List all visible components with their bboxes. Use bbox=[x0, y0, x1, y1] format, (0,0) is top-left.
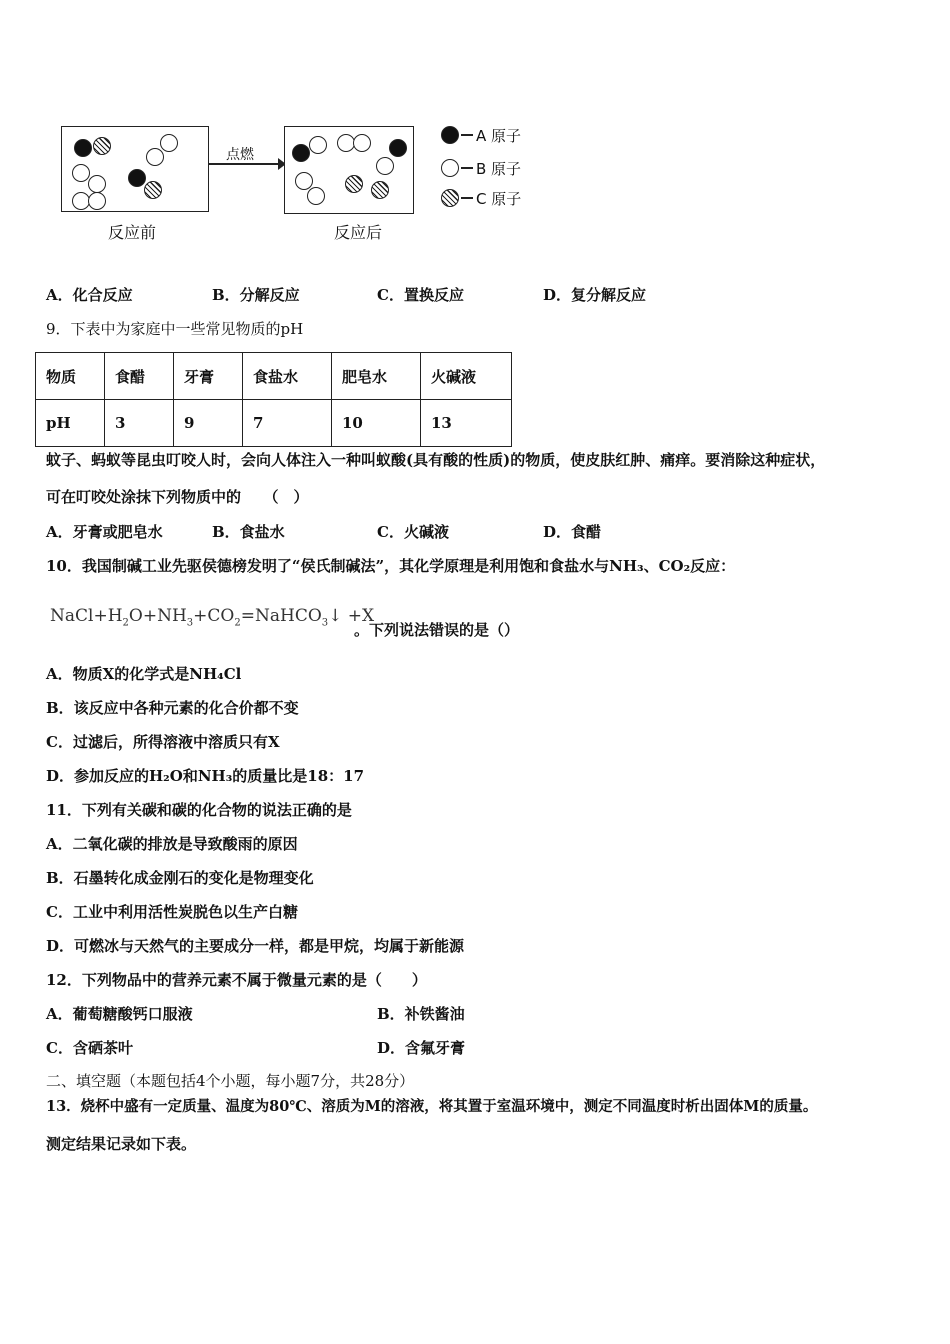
legend-atom-c-icon bbox=[441, 189, 459, 207]
q10-option-c: C．过滤后，所得溶液中溶质只有X bbox=[46, 733, 280, 751]
legend-label-a: A 原子 bbox=[476, 127, 522, 145]
q8-option-c: C．置换反应 bbox=[377, 286, 464, 304]
q11-option-b: B．石墨转化成金刚石的变化是物理变化 bbox=[46, 869, 314, 887]
q9-text-line1: 蚊子、蚂蚁等昆虫叮咬人时，会向人体注入一种叫蚁酸(具有酸的性质)的物质，使皮肤红肿、痛痒。要消除这种症状， bbox=[46, 451, 826, 469]
before-caption: 反应前 bbox=[108, 223, 157, 242]
table-row bbox=[36, 353, 512, 400]
q8-option-d: D．复分解反应 bbox=[543, 286, 647, 304]
q12-option-d: D．含氟牙膏 bbox=[377, 1039, 466, 1057]
q12-option-c: C．含硒茶叶 bbox=[46, 1039, 133, 1057]
q12-option-a: A．葡萄糖酸钙口服液 bbox=[46, 1005, 193, 1023]
atom-a bbox=[389, 139, 407, 157]
legend-label-b: B 原子 bbox=[476, 160, 522, 178]
atom-c bbox=[371, 181, 389, 199]
table-cell: 10 bbox=[332, 400, 421, 447]
atom-a bbox=[128, 169, 146, 187]
q9-option-c: C．火碱液 bbox=[377, 523, 449, 541]
legend-dash bbox=[461, 134, 473, 136]
q9-option-b: B．食盐水 bbox=[212, 523, 285, 541]
atom-b bbox=[146, 148, 164, 166]
after-caption: 反应后 bbox=[334, 223, 383, 242]
after-box bbox=[284, 126, 414, 214]
table-cell: 牙膏 bbox=[174, 353, 243, 400]
table-cell: 火碱液 bbox=[421, 353, 512, 400]
section-heading: 二、填空题（本题包括4个小题，每小题7分，共28分） bbox=[46, 1072, 415, 1090]
q9-option-a: A．牙膏或肥皂水 bbox=[46, 523, 163, 541]
table-cell: 食盐水 bbox=[243, 353, 332, 400]
atom-c bbox=[144, 181, 162, 199]
q9-option-d: D．食醋 bbox=[543, 523, 602, 541]
q12-option-b: B．补铁酱油 bbox=[377, 1005, 465, 1023]
q10-stem: 10．我国制碱工业先驱侯德榜发明了“侯氏制碱法”，其化学原理是利用饱和食盐水与NH₃、CO₂反应： bbox=[46, 557, 736, 575]
q10-option-d: D．参加反应的H₂O和NH₃的质量比是18：17 bbox=[46, 767, 365, 785]
legend-atom-a-icon bbox=[441, 126, 459, 144]
atom-b bbox=[309, 136, 327, 154]
ph-table bbox=[35, 352, 512, 447]
legend-label-c: C 原子 bbox=[476, 190, 522, 208]
table-cell: 9 bbox=[174, 400, 243, 447]
q8-option-b: B．分解反应 bbox=[212, 286, 300, 304]
atom-b bbox=[307, 187, 325, 205]
atom-b bbox=[88, 175, 106, 193]
q13-line2: 测定结果记录如下表。 bbox=[46, 1135, 197, 1153]
legend-atom-b-icon bbox=[441, 159, 459, 177]
q10-option-b: B．该反应中各种元素的化合价都不变 bbox=[46, 699, 299, 717]
atom-b bbox=[353, 134, 371, 152]
atom-c bbox=[345, 175, 363, 193]
table-cell: 物质 bbox=[36, 353, 105, 400]
q10-equation: $NaCl+H_2O+NH_3+CO_2=NaHCO_3↓ +X$ bbox=[50, 606, 375, 629]
q10-option-a: A．物质X的化学式是NH₄Cl bbox=[46, 665, 242, 683]
atom-a bbox=[74, 139, 92, 157]
q11-option-c: C．工业中利用活性炭脱色以生产白糖 bbox=[46, 903, 298, 921]
table-cell: 食醋 bbox=[105, 353, 174, 400]
q9-text-line2: 可在叮咬处涂抹下列物质中的 （ ） bbox=[46, 488, 309, 506]
table-cell: pH bbox=[36, 400, 105, 447]
q11-option-a: A．二氧化碳的排放是导致酸雨的原因 bbox=[46, 835, 298, 853]
q11-stem: 11．下列有关碳和碳的化合物的说法正确的是 bbox=[46, 801, 352, 819]
atom-b bbox=[295, 172, 313, 190]
table-cell: 13 bbox=[421, 400, 512, 447]
q8-option-a: A．化合反应 bbox=[46, 286, 133, 304]
table-row bbox=[36, 400, 512, 447]
q9-stem: 9．下表中为家庭中一些常见物质的pH bbox=[46, 320, 304, 338]
q13-line1: 13．烧杯中盛有一定质量、温度为80℃、溶质为M的溶液，将其置于室温环境中，测定不同温度时析出固体M的质量。 bbox=[46, 1098, 818, 1115]
q10-equation-tail: 。下列说法错误的是（） bbox=[354, 621, 520, 639]
atom-b bbox=[88, 192, 106, 210]
arrow-label: 点燃 bbox=[226, 147, 254, 163]
atom-b bbox=[160, 134, 178, 152]
q11-option-d: D．可燃冰与天然气的主要成分一样，都是甲烷，均属于新能源 bbox=[46, 937, 465, 955]
legend-dash bbox=[461, 197, 473, 199]
before-box bbox=[61, 126, 209, 212]
atom-a bbox=[292, 144, 310, 162]
table-cell: 7 bbox=[243, 400, 332, 447]
atom-b bbox=[376, 157, 394, 175]
q12-stem: 12．下列物品中的营养元素不属于微量元素的是（ ） bbox=[46, 971, 427, 989]
atom-b bbox=[72, 164, 90, 182]
atom-c bbox=[93, 137, 111, 155]
table-cell: 肥皂水 bbox=[332, 353, 421, 400]
table-cell: 3 bbox=[105, 400, 174, 447]
legend-dash bbox=[461, 167, 473, 169]
